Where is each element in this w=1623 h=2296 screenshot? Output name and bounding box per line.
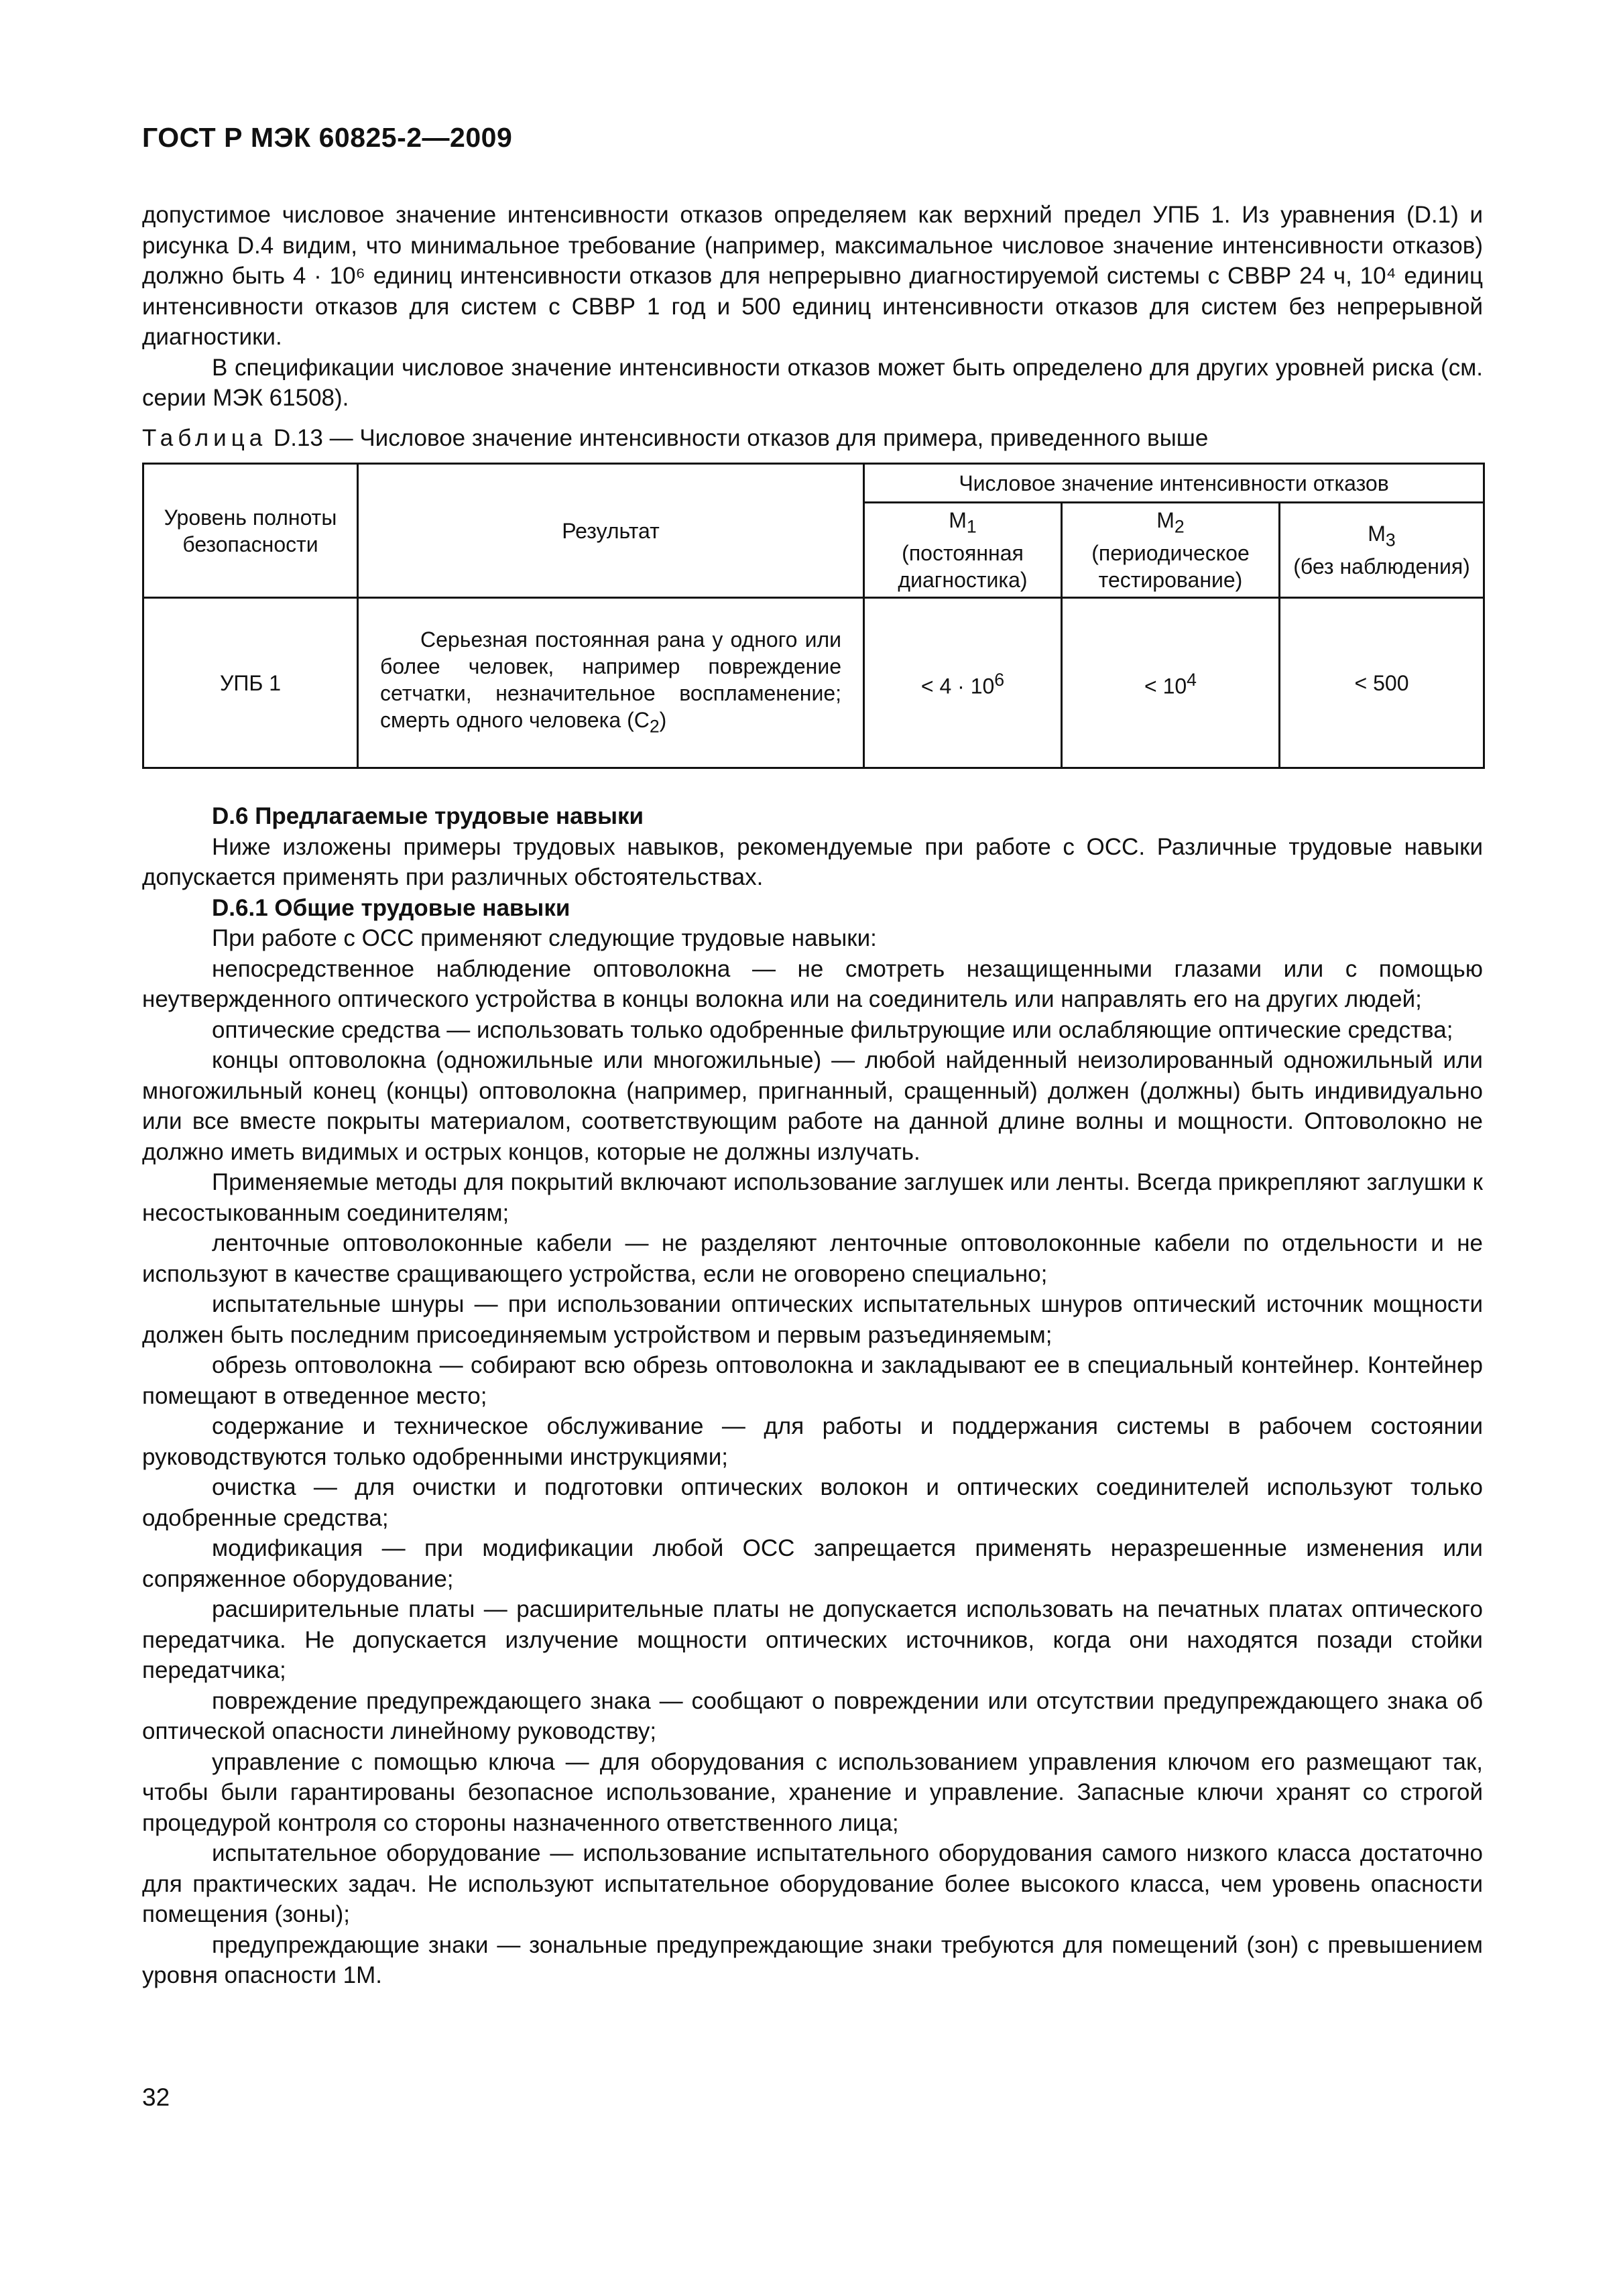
m2-subscript: 2 — [1174, 516, 1185, 537]
d61-paragraph: модификация — при модификации любой ОСС запрещается применять неразрешенные изменения или сопряженное оборудование; — [142, 1535, 1483, 1592]
cell-result-end: ) — [659, 707, 667, 732]
header-m1 — [864, 503, 1062, 598]
d61-paragraph: испытательное оборудование — использование испытательного оборудования самого низкого класса достаточно для практических задач. Не используют испытательное оборудование более высокого класса, чем уровень опасности помещения (зоны); — [142, 1840, 1483, 1927]
section-d6-text: Ниже изложены примеры трудовых навыков, рекомендуемые при работе с ОСС. Различные трудовые навыки допускается применять при различных обстоятельствах. — [142, 833, 1483, 890]
m2-description: (периодическое тестирование) — [1091, 541, 1250, 593]
m1-description: (постоянная диагностика) — [898, 541, 1028, 593]
d61-paragraph: непосредственное наблюдение оптоволокна — не смотреть незащищенными глазами или с помощью неутвержденного оптического устройства в концы волокна или на соединитель или направлять его на других людей; — [142, 955, 1483, 1012]
cell-m2-base: < 10 — [1144, 674, 1187, 699]
table-header-row-1 — [143, 464, 1484, 503]
header-level: Уровень полноты безопасности — [143, 464, 358, 598]
d61-paragraph: При работе с ОСС применяют следующие трудовые навыки: — [212, 925, 877, 951]
header-m3 — [1280, 503, 1484, 598]
d61-paragraph: испытательные шнуры — при использовании оптических испытательных шнуров оптический источник мощности должен быть последним присоединяемым устройством и первым разъединяемым; — [142, 1291, 1483, 1348]
section-d61-heading: D.6.1 Общие трудовые навыки — [212, 894, 570, 921]
intro-paragraph-1: допустимое числовое значение интенсивности отказов определяем как верхний предел УПБ 1. Из уравнения (D.1) и рисунка D.4 видим, что минимальное требование (например, максимальное числовое значение интенсивности отказов) должно быть 4 · 10⁶ единиц интенсивности отказов для непрерывно диагностируемой системы с СВВР 24 ч, 10⁴ единиц интенсивности отказов для систем с СВВР 1 год и 500 единиц интенсивности отказов для систем без непрерывной диагностики. — [142, 202, 1483, 350]
header-m2 — [1062, 503, 1280, 598]
d61-paragraph: ленточные оптоволоконные кабели — не разделяют ленточные оптоволоконные кабели по отдельности и не используют в качестве сращивающего устройства, если не оговорено специально; — [142, 1230, 1483, 1287]
m3-description: (без наблюдения) — [1293, 554, 1470, 579]
intro-paragraph-2: В спецификации числовое значение интенсивности отказов может быть определено для других уровней риска (см. серии МЭК 61508). — [142, 354, 1483, 411]
cell-m2-exponent: 4 — [1187, 669, 1197, 690]
d61-paragraph: оптические средства — использовать только одобренные фильтрующие или ослабляющие оптические средства; — [212, 1016, 1453, 1043]
m2-label: M — [1156, 507, 1175, 532]
d61-paragraph: концы оптоволокна (одножильные или многожильные) — любой найденный неизолированный одножильный или многожильный конец (концы) оптоволокна (например, пригнанный, сращенный) должен (должны) быть индивидуально или все вместе покрыты материалом, соответствующим работе на данной длине волны и мощности. Оптоволокно не должно иметь видимых и острых концов, которые не должны излучать. — [142, 1047, 1483, 1165]
cell-result-subscript: 2 — [649, 716, 660, 737]
d61-paragraph: предупреждающие знаки — зональные предупреждающие знаки требуются для помещений (зон) с превышением уровня опасности 1M. — [142, 1931, 1483, 1988]
cell-result-text: Серьезная постоянная рана у одного или более человек, например повреждение сетчатки, незначительное воспламенение; смерть одного человека (C — [380, 627, 841, 732]
d61-paragraph: повреждение предупреждающего знака — сообщают о повреждении или отсутствии предупреждающего знака об оптической опасности линейному руководству; — [142, 1687, 1483, 1744]
cell-m3: < 500 — [1280, 598, 1484, 768]
cell-level: УПБ 1 — [143, 598, 358, 768]
document-header: ГОСТ Р МЭК 60825-2—2009 — [142, 122, 513, 153]
table-row — [143, 598, 1484, 768]
failure-rate-table — [142, 463, 1485, 769]
page-number: 32 — [142, 2083, 170, 2111]
header-failure-rate-group: Числовое значение интенсивности отказов — [864, 464, 1484, 503]
m1-subscript: 1 — [966, 516, 977, 537]
d61-paragraph: расширительные платы — расширительные платы не допускается использовать на печатных платах оптического передатчика. Не допускается излучение мощности оптических источников, когда они находятся позади стойки передатчика; — [142, 1596, 1483, 1683]
cell-m1-exponent: 6 — [994, 669, 1005, 690]
d61-paragraph: обрезь оптоволокна — собирают всю обрезь оптоволокна и закладывают ее в специальный контейнер. Контейнер помещают в отведенное место; — [142, 1352, 1483, 1409]
d61-paragraph: очистка — для очистки и подготовки оптических волокон и оптических соединителей используют только одобренные средства; — [142, 1474, 1483, 1531]
table-caption-prefix: Таблица — [142, 424, 267, 451]
cell-m1-base: < 4 · 10 — [920, 674, 995, 699]
header-result: Результат — [358, 464, 864, 598]
d61-paragraph: Применяемые методы для покрытий включают использование заглушек или ленты. Всегда прикрепляют заглушки к несостыкованным соединителям; — [142, 1169, 1483, 1226]
cell-m2 — [1062, 598, 1280, 768]
d61-paragraph: содержание и техническое обслуживание — для работы и поддержания системы в рабочем состоянии руководствуются только одобренными инструкциями; — [142, 1413, 1483, 1470]
m1-label: M — [949, 507, 967, 532]
m3-label: M — [1368, 521, 1386, 546]
cell-result — [358, 598, 864, 768]
cell-m1 — [864, 598, 1062, 768]
table-caption — [142, 423, 1483, 454]
table-caption-text: D.13 — Числовое значение интенсивности отказов для примера, приведенного выше — [267, 424, 1209, 451]
page-content — [142, 200, 1483, 1991]
d61-paragraph: управление с помощью ключа — для оборудования с использованием управления ключом его размещают так, чтобы были гарантированы безопасное использование, хранение и управление. Запасные ключи хранят со строгой процедурой контроля со стороны назначенного ответственного лица; — [142, 1748, 1483, 1836]
section-d6-heading: D.6 Предлагаемые трудовые навыки — [212, 803, 644, 829]
m3-subscript: 3 — [1385, 530, 1396, 550]
